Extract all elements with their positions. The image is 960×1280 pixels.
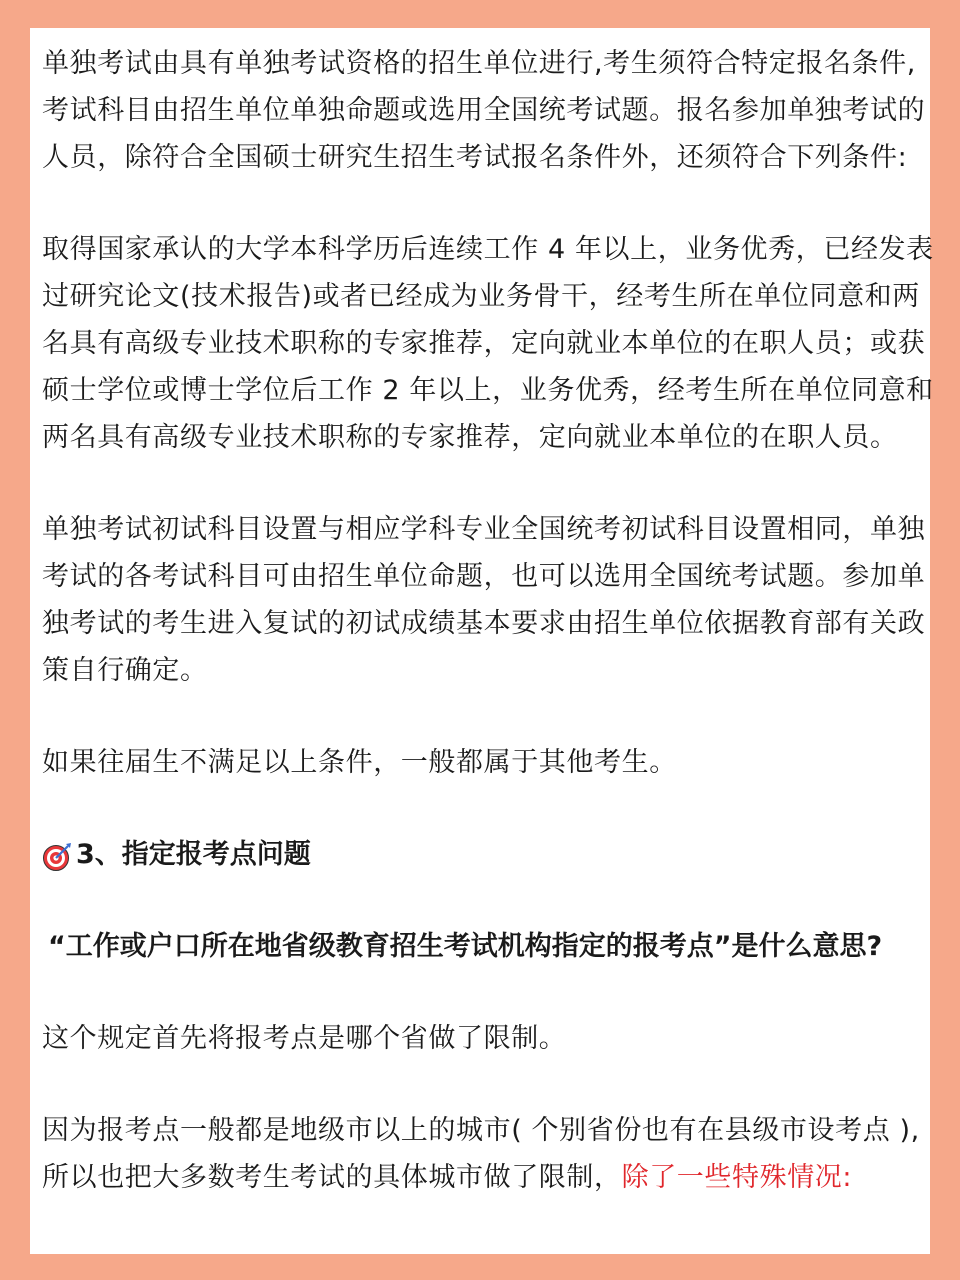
text-line: 策自行确定。 xyxy=(42,655,208,686)
paragraph-province-limit xyxy=(42,1015,918,1062)
text-line: 取得国家承认的大学本科学历后连续工作 4 年以上，业务优秀，已经发表 xyxy=(42,234,934,265)
text-line: 考试科目由招生单位单独命题或选用全国统考试题。报名参加单独考试的 xyxy=(42,95,926,126)
text-line: 单独考试由具有单独考试资格的招生单位进行,考生须符合特定报名条件, xyxy=(42,48,916,79)
text-line: 单独考试初试科目设置与相应学科专业全国统考初试科目设置相同，单独 xyxy=(42,514,926,545)
text-line: 独考试的考生进入复试的初试成绩基本要求由招生单位依据教育部有关政 xyxy=(42,608,926,639)
target-icon xyxy=(42,840,72,870)
paragraph-other-candidates xyxy=(42,739,918,786)
highlight-text: 除了一些特殊情况: xyxy=(621,1162,853,1193)
paragraph-city-limit xyxy=(42,1107,918,1201)
section-heading xyxy=(42,831,918,878)
text-line: 如果往届生不满足以上条件，一般都属于其他考生。 xyxy=(42,747,677,778)
text-segment: 所以也把大多数考生考试的具体城市做了限制， xyxy=(42,1162,622,1193)
text-line: 因为报考点一般都是地级市以上的城市( 个别省份也有在县级市设考点 ), xyxy=(42,1115,920,1146)
paragraph-subjects xyxy=(42,506,926,694)
text-line: 两名具有高级专业技术职称的专家推荐，定向就业本单位的在职人员。 xyxy=(42,422,898,453)
text-line: 硕士学位或博士学位后工作 2 年以上，业务优秀，经考生所在单位同意和 xyxy=(42,375,934,406)
section-heading-text: 3、指定报考点问题 xyxy=(76,839,311,870)
text-line: 名具有高级专业技术职称的专家推荐，定向就业本单位的在职人员；或获 xyxy=(42,328,926,359)
paragraph-intro xyxy=(42,40,926,181)
text-line xyxy=(42,1154,918,1201)
text-line: 考试的各考试科目可由招生单位命题，也可以选用全国统考试题。参加单 xyxy=(42,561,926,592)
text-line: 过研究论文(技术报告)或者已经成为业务骨干，经考生所在单位同意和两 xyxy=(42,281,920,312)
content-card xyxy=(30,28,934,1254)
text-line: 这个规定首先将报考点是哪个省做了限制。 xyxy=(42,1023,567,1054)
question-text: “工作或户口所在地省级教育招生考试机构指定的报考点”是什么意思? xyxy=(48,931,883,962)
text-line: 人员，除符合全国硕士研究生招生考试报名条件外，还须符合下列条件: xyxy=(42,142,908,173)
paragraph-conditions xyxy=(42,226,934,461)
